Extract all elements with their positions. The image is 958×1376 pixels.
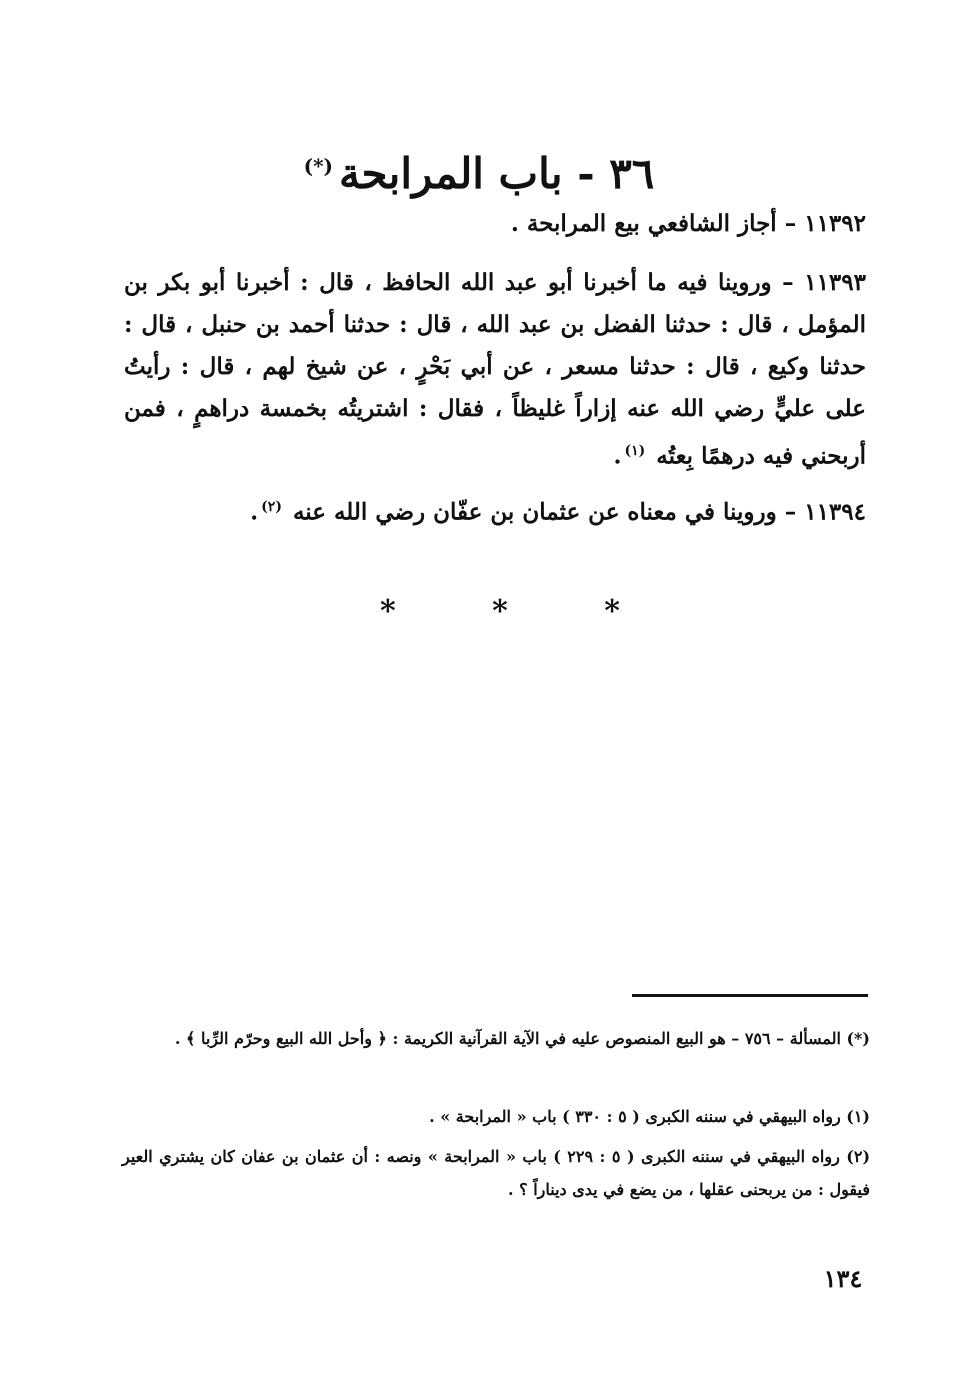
separator-star: * (380, 594, 396, 629)
footnote-divider (632, 994, 868, 997)
chapter-title-text: ٣٦ - باب المرابحة (339, 149, 655, 198)
entry-end-mark: . (250, 498, 259, 526)
separator-star: * (604, 594, 620, 629)
footnote (122, 1100, 870, 1133)
entry-text: – أجاز الشافعي بيع المرابحة . (510, 210, 797, 237)
hadith-entry (124, 486, 866, 534)
footnote-reference: (١) (624, 443, 646, 459)
footnote-text: رواه البيهقي في سننه الكبرى ( ٥ : ٣٣٠ ) باب « المرابحة » . (429, 1107, 841, 1126)
footnote-text: – هو البيع المنصوص عليه في الآية القرآنية الكريمة : ﴿ وأحل الله البيع وحرّم الرِّبا ﴾ . (174, 1029, 740, 1048)
entry-text: – وروينا في معناه عن عثمان بن عفّان رضي الله عنه (292, 498, 797, 526)
footnote-marker: (*) (846, 1029, 870, 1048)
footnote-label: المسألة – ٧٥٦ (744, 1029, 841, 1048)
separator-star: * (492, 594, 508, 629)
footnote-reference: (٢) (261, 499, 282, 515)
footnote (122, 1022, 870, 1055)
entry-text: – وروينا فيه ما أخبرنا أبو عبد الله الحافظ ، قال : أخبرنا أبو بكر بن المؤمل ، قال : حدثنا الفضل بن عبد الله ، قال : حدثنا أحمد بن حنبل ، قال : حدثنا وكيع ، قال : حدثنا مسعر ، عن أبي بَحْرٍ ، عن شيخ لهم ، قال : رأيتُ على عليٍّ رضي الله عنه إزاراً غليظاً ، فقال : اشتريتُه بخمسة دراهمٍ ، فمن أربحني فيه درهمًا بِعتُه (124, 269, 866, 470)
section-separator (380, 594, 620, 629)
hadith-entry (124, 203, 866, 245)
footnote-text: رواه البيهقي في سننه الكبرى ( ٥ : ٢٢٩ ) باب « المرابحة » ونصه : أن عثمان بن عفان كان يشتري العير فيقول : من يربحنى عقلها ، من يضع في يدى ديناراً ؟ . (122, 1147, 870, 1199)
footnote (122, 1140, 870, 1206)
chapter-title (120, 138, 838, 202)
footnote-marker: (١) (846, 1107, 870, 1126)
chapter-footnote-marker: (*) (303, 154, 334, 178)
footnote-marker: (٢) (846, 1147, 871, 1166)
entry-number: ١١٣٩٢ (804, 210, 866, 237)
hadith-entry (124, 262, 866, 478)
entry-number: ١١٣٩٤ (804, 498, 866, 526)
page-number: ١٣٤ (823, 1264, 863, 1293)
entry-number: ١١٣٩٣ (804, 269, 866, 296)
entry-end-mark: . (613, 442, 622, 470)
